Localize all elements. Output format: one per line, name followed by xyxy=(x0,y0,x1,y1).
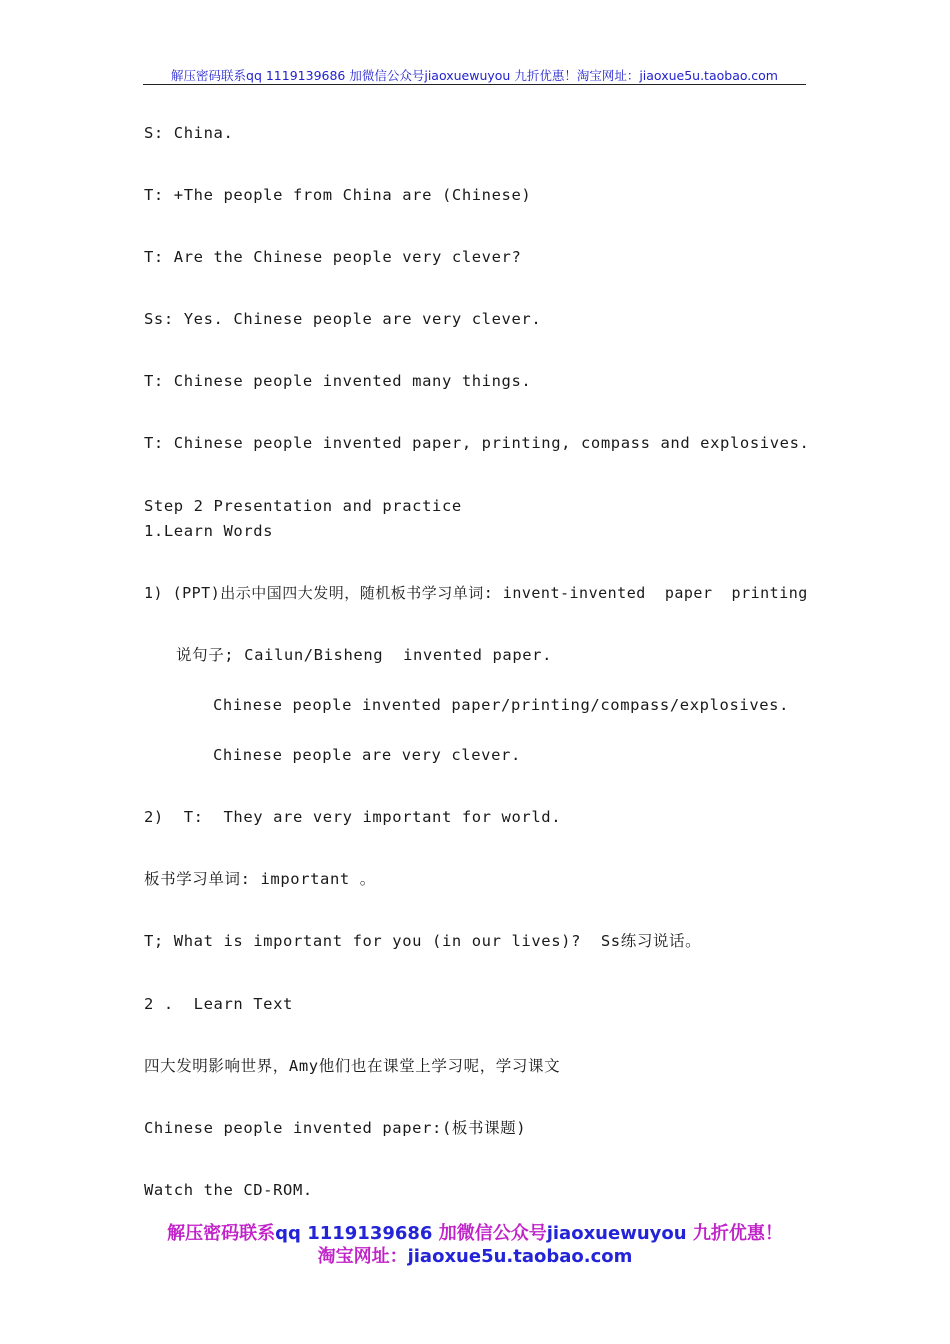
body-line: Chinese people are very clever. xyxy=(213,746,521,764)
body-line: 2) T: They are very important for world. xyxy=(144,808,562,826)
body-line: 1) (PPT)出示中国四大发明，随机板书学习单词: invent-invented paper printing xyxy=(144,584,808,602)
body-line: T: Are the Chinese people very clever? xyxy=(144,248,522,266)
body-line: T; What is important for you (in our lives)? Ss练习说话。 xyxy=(144,932,702,950)
body-line: 四大发明影响世界，Amy他们也在课堂上学习呢，学习课文 xyxy=(144,1057,561,1075)
header-divider xyxy=(143,84,806,85)
body-line: T: +The people from China are (Chinese) xyxy=(144,186,532,204)
body-line: T: Chinese people invented many things. xyxy=(144,372,532,390)
footer-ad-line-2 xyxy=(0,1242,950,1268)
body-line: 板书学习单词: important 。 xyxy=(144,870,376,888)
footer-text: 九折优惠！ xyxy=(686,1223,783,1244)
body-line: Chinese people invented paper/printing/compass/explosives. xyxy=(213,696,790,714)
body-line: T: Chinese people invented paper, printing, compass and explosives. xyxy=(144,434,810,452)
body-line: Watch the CD-ROM. xyxy=(144,1181,313,1199)
body-line: Ss: Yes. Chinese people are very clever. xyxy=(144,310,542,328)
subsection-heading: 2 . Learn Text xyxy=(144,995,293,1013)
body-line: S: China. xyxy=(144,124,234,142)
header-ad-text: 解压密码联系qq 1119139686 加微信公众号jiaoxuewuyou 九折优惠！淘宝网址：jiaoxue5u.taobao.com xyxy=(171,68,778,83)
body-line: Chinese people invented paper:(板书课题) xyxy=(144,1119,527,1137)
footer-shop-url: jiaoxue5u.taobao.com xyxy=(407,1246,633,1267)
footer-text: 加微信公众号 xyxy=(432,1223,547,1244)
footer-text: 淘宝网址： xyxy=(317,1246,408,1267)
section-heading: Step 2 Presentation and practice xyxy=(144,497,462,515)
body-line: 说句子; Cailun/Bisheng invented paper. xyxy=(176,646,553,664)
footer-qq: qq 1119139686 xyxy=(275,1223,433,1244)
subsection-heading: 1.Learn Words xyxy=(144,522,274,540)
footer-wechat-id: jiaoxuewuyou xyxy=(546,1223,687,1244)
footer-text: 解压密码联系 xyxy=(167,1223,276,1244)
